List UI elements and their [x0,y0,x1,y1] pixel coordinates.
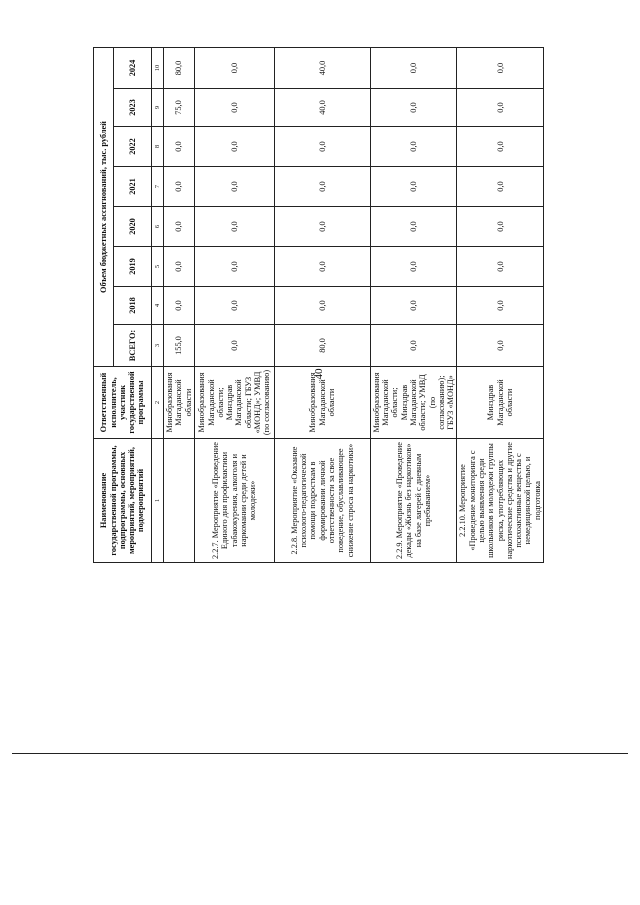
column-number: 6 [152,207,164,247]
header-year: 2018 [114,287,152,325]
column-number-row [152,47,164,562]
row-value: 40,0 [274,47,370,88]
table-row [274,47,370,562]
row-value: 0,0 [274,167,370,207]
rotated-table-area [93,48,542,563]
budget-table [93,47,544,563]
row-value: 0,0 [370,127,457,167]
header-executor: Ответственный исполнитель, участник государственной программы [94,367,152,439]
row-name [164,439,195,563]
row-value: 0,0 [164,167,195,207]
header-budget-group: Объем бюджетных ассигнований, тыс. рублей [94,47,114,366]
header-year: 2021 [114,167,152,207]
footer-rule [12,753,628,754]
row-value: 0,0 [194,89,274,127]
column-number: 2 [152,367,164,439]
header-year: 2020 [114,207,152,247]
page-number: 40 [313,368,325,380]
table-row [194,47,274,562]
row-value: 0,0 [274,207,370,247]
row-value: 0,0 [274,127,370,167]
column-number: 3 [152,325,164,367]
header-year: 2022 [114,127,152,167]
row-value: 0,0 [164,207,195,247]
table-row [164,47,195,562]
row-value: 0,0 [194,167,274,207]
row-executor: Минобразования Магаданской области; Минздрав Магаданской области; ГБУЗ «МОНД»; УМВД (по согласованию) [194,367,274,439]
row-value: 0,0 [457,167,544,207]
row-value: 155,0 [164,325,195,367]
row-value: 0,0 [164,127,195,167]
row-value: 0,0 [194,207,274,247]
row-value: 0,0 [370,247,457,287]
header-year: 2019 [114,247,152,287]
table-header [94,47,164,562]
row-name: 2.2.8. Мероприятие «Оказание психолого-педагогической помощи подросткам в формировании личной ответственности за свое поведение, обуславливающее снижение спроса на наркотики» [274,439,370,563]
row-name: 2.2.7. Мероприятие «Проведение Единого дня профилактики табакокурения, алкоголя и наркомании среди детей и молодежи» [194,439,274,563]
row-value: 0,0 [194,127,274,167]
header-year: 2023 [114,89,152,127]
header-year: 2024 [114,47,152,88]
column-number: 1 [152,439,164,563]
rotated-table-container [93,48,542,563]
row-value: 0,0 [370,89,457,127]
row-value: 0,0 [457,247,544,287]
row-value: 0,0 [457,207,544,247]
row-value: 0,0 [194,325,274,367]
column-number: 9 [152,89,164,127]
row-value: 0,0 [194,47,274,88]
header-name: Наименование государственной программы, подпрограммы, основных мероприятий, мероприятий, подмероприятий [94,439,152,563]
row-value: 80,0 [274,325,370,367]
column-number: 10 [152,47,164,88]
row-executor: Минобразования Магаданской области; Минздрав Магаданской области; УМВД (по согласованию); ГБУЗ «МОНД» [370,367,457,439]
row-value: 80,0 [164,47,195,88]
table-row [457,47,544,562]
row-value: 0,0 [164,247,195,287]
row-value: 0,0 [457,325,544,367]
row-executor: Минобразования Магаданской области [164,367,195,439]
row-value: 0,0 [457,89,544,127]
row-value: 0,0 [457,287,544,325]
row-value: 0,0 [370,287,457,325]
row-value: 0,0 [370,207,457,247]
row-value: 0,0 [370,325,457,367]
column-number: 5 [152,247,164,287]
column-number: 7 [152,167,164,207]
row-value: 0,0 [370,167,457,207]
row-value: 40,0 [274,89,370,127]
column-number: 8 [152,127,164,167]
row-value: 0,0 [370,47,457,88]
row-value: 0,0 [457,127,544,167]
row-name: 2.2.9. Мероприятие «Проведение декады «Жизнь без наркотиков» на базе лагерей с дневным пребыванием» [370,439,457,563]
row-value: 0,0 [194,247,274,287]
row-name: 2.2.10. Мероприятие «Проведение мониторинга с целью выявления среди школьников и молодежи группы риска, употребляющих наркотические средства и другие психоактивные вещества с немедицинской целью, и подготовка [457,439,544,563]
column-number: 4 [152,287,164,325]
row-value: 0,0 [274,287,370,325]
row-value: 0,0 [194,287,274,325]
row-value: 0,0 [457,47,544,88]
table-row [370,47,457,562]
row-value: 75,0 [164,89,195,127]
row-value: 0,0 [164,287,195,325]
row-value: 0,0 [274,247,370,287]
row-executor: Минздрав Магаданской области [457,367,544,439]
row-executor: Минобразования Магаданской области [274,367,370,439]
header-total: ВСЕГО: [114,325,152,367]
